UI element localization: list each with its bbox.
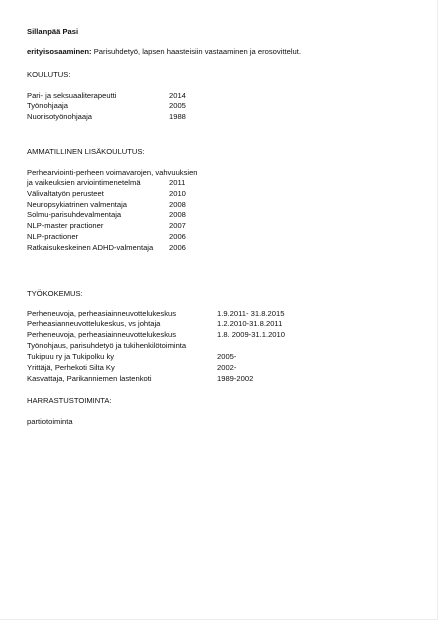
education-title: Nuorisotyönohjaaja (27, 112, 93, 121)
further-training-title: ja vaikeuksien arviointimenetelmä (27, 178, 141, 187)
education-title: Työnohjaaja (27, 101, 68, 110)
further-training-title: Välivaltatyön perusteet (27, 189, 104, 198)
further-training-title: Neuropsykiatrinen valmentaja (27, 200, 128, 209)
education-year: 2005 (169, 101, 186, 110)
further-training-heading: AMMATILLINEN LISÄKOULUTUS: (27, 147, 145, 156)
specialization-label: erityisosaaminen: (27, 47, 92, 56)
specialization-text: Parisuhdetyö, lapsen haasteisiin vastaaminen ja erosovittelut. (91, 47, 301, 56)
further-training-year: 2006 (169, 232, 186, 241)
further-training-year: 2008 (169, 210, 186, 219)
experience-title: Yrittäjä, Perhekoti Silta Ky (27, 363, 115, 372)
further-training-year: 2010 (169, 189, 186, 198)
experience-heading: TYÖKOKEMUS: (27, 289, 83, 298)
experience-period: 1.2.2010-31.8.2011 (217, 319, 283, 328)
experience-title: Kasvattaja, Parikanniemen lastenkoti (27, 374, 152, 383)
experience-title: Työnohjaus, parisuhdetyö ja tukihenkilötoiminta (27, 341, 187, 350)
further-training-title: NLP-practioner (27, 232, 79, 241)
experience-period: 1989-2002 (217, 374, 254, 383)
further-training-title: Perhearviointi-perheen voimavarojen, vahvuuksien (27, 168, 198, 177)
person-name: Sillanpää Pasi (27, 27, 79, 36)
education-year: 1988 (169, 112, 186, 121)
experience-period: 2005- (217, 352, 237, 361)
further-training-year: 2011 (169, 178, 186, 187)
further-training-title: Ratkaisukeskeinen ADHD-valmentaja (27, 243, 154, 252)
education-title: Pari- ja seksuaaliterapeutti (27, 91, 117, 100)
experience-period: 2002- (217, 363, 237, 372)
hobbies-heading: HARRASTUSTOIMINTA: (27, 396, 112, 405)
education-heading: KOULUTUS: (27, 70, 71, 79)
education-year: 2014 (169, 91, 186, 100)
further-training-title: NLP-master practioner (27, 221, 104, 230)
hobby-item: partiotoiminta (27, 417, 73, 426)
experience-title: Perheneuvoja, perheasiainneuvottelukeskus (27, 330, 177, 339)
further-training-year: 2007 (169, 221, 186, 230)
experience-title: Perheneuvoja, perheasiainneuvottelukeskus (27, 309, 177, 318)
experience-period: 1.9.2011- 31.8.2015 (217, 309, 285, 318)
further-training-year: 2006 (169, 243, 186, 252)
experience-period: 1.8. 2009-31.1.2010 (217, 330, 285, 339)
experience-title: Tukipuu ry ja Tukipolku ky (27, 352, 115, 361)
further-training-title: Solmu-parisuhdevalmentaja (27, 210, 122, 219)
specialization-line (27, 47, 301, 57)
further-training-year: 2008 (169, 200, 186, 209)
experience-title: Perheasianneuvottelukeskus, vs johtaja (27, 319, 161, 328)
